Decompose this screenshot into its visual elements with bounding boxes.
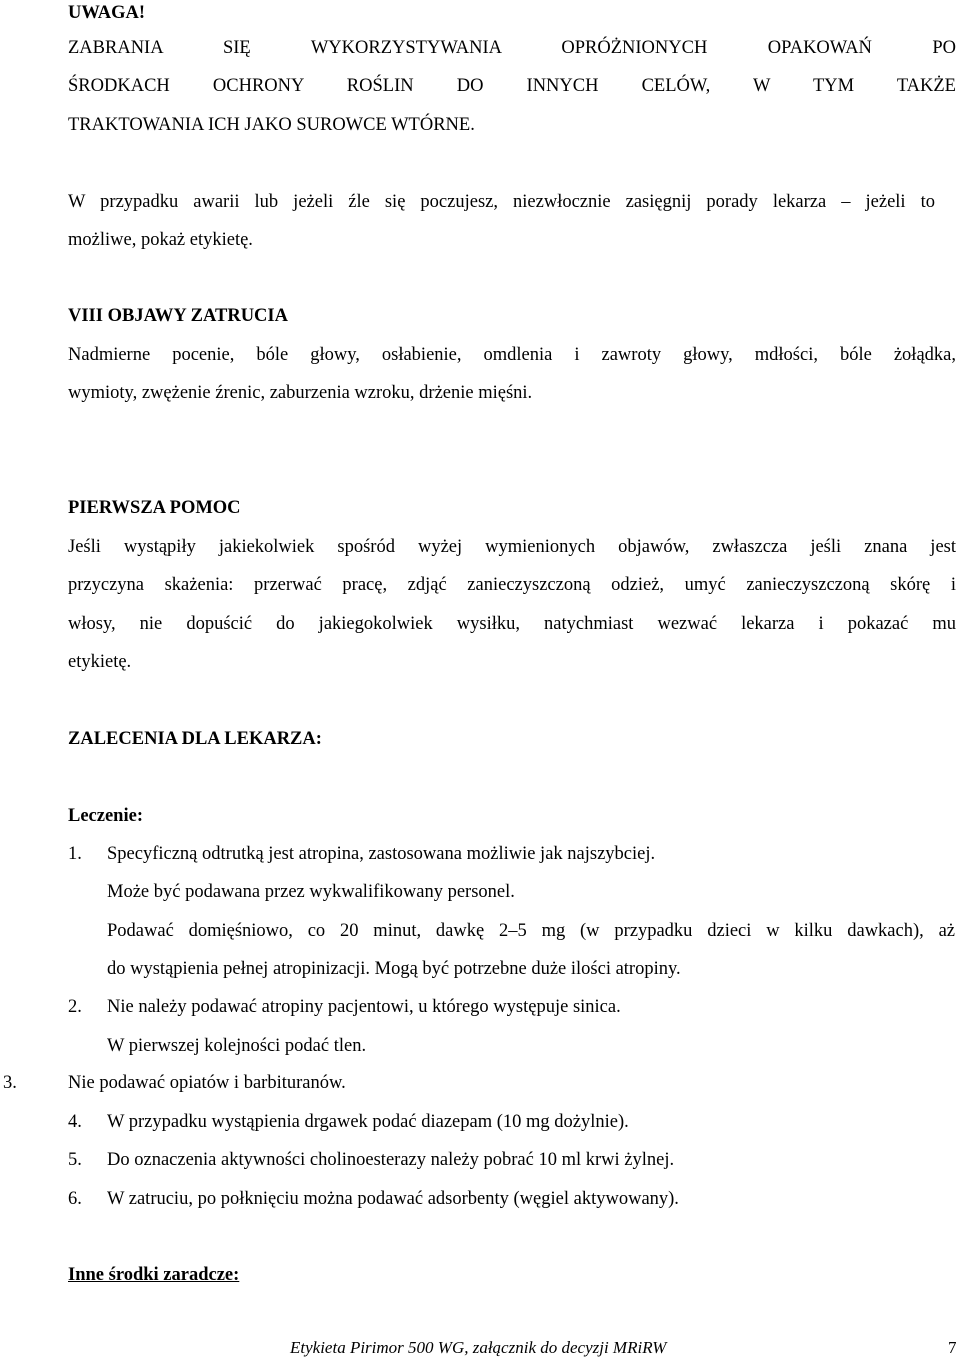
symptoms-heading: VIII OBJAWY ZATRUCIA bbox=[68, 306, 288, 326]
symptoms-line: Nadmierne pocenie, bóle głowy, osłabienie, omdlenia i zawroty głowy, mdłości, bóle żołądka, bbox=[68, 345, 956, 365]
item-line: Może być podawana przez wykwalifikowany personel. bbox=[107, 882, 515, 902]
symptoms-line: wymioty, zwężenie źrenic, zaburzenia wzroku, drżenie mięśni. bbox=[68, 383, 533, 403]
first-aid-line: Jeśli wystąpiły jakiekolwiek spośród wyżej wymienionych objawów, zwłaszcza jeśli znana jest bbox=[68, 537, 956, 557]
item-line: W zatruciu, po połknięciu można podawać adsorbenty (węgiel aktywowany). bbox=[107, 1189, 679, 1209]
item-number: 4. bbox=[68, 1112, 82, 1132]
first-aid-line: etykietę. bbox=[68, 652, 132, 672]
footer-text: Etykieta Pirimor 500 WG, załącznik do decyzji MRiRW bbox=[290, 1338, 667, 1357]
other-measures-heading: Inne środki zaradcze: bbox=[68, 1265, 240, 1285]
item-number: 6. bbox=[68, 1189, 82, 1209]
warning-line: TRAKTOWANIA ICH JAKO SUROWCE WTÓRNE. bbox=[68, 115, 475, 135]
warning-heading: UWAGA! bbox=[68, 3, 146, 23]
item-number: 3. bbox=[3, 1073, 17, 1093]
item-number: 1. bbox=[68, 844, 82, 864]
item-line: W przypadku wystąpienia drgawek podać diazepam (10 mg dożylnie). bbox=[107, 1112, 629, 1132]
item-line: Nie należy podawać atropiny pacjentowi, u którego występuje sinica. bbox=[107, 997, 621, 1017]
treatment-heading: Leczenie: bbox=[68, 806, 143, 826]
doctor-heading: ZALECENIA DLA LEKARZA: bbox=[68, 729, 322, 749]
warning-line: ZABRANIA SIĘ WYKORZYSTYWANIA OPRÓŻNIONYCH OPAKOWAŃ PO bbox=[68, 38, 956, 58]
item-line: do wystąpienia pełnej atropinizacji. Mogą być potrzebne duże ilości atropiny. bbox=[107, 959, 681, 979]
first-aid-line: przyczyna skażenia: przerwać pracę, zdjąć zanieczyszczoną odzież, umyć zanieczyszczoną skórę i bbox=[68, 575, 956, 595]
accident-line: W przypadku awarii lub jeżeli źle się poczujesz, niezwłocznie zasięgnij porady lekarza – jeżeli to bbox=[68, 192, 935, 212]
page-number: 7 bbox=[948, 1338, 957, 1357]
item-number: 2. bbox=[68, 997, 82, 1017]
first-aid-heading: PIERWSZA POMOC bbox=[68, 498, 241, 518]
item-line: Specyficzną odtrutką jest atropina, zastosowana możliwie jak najszybciej. bbox=[107, 844, 656, 864]
warning-line: ŚRODKACH OCHRONY ROŚLIN DO INNYCH CELÓW, W TYM TAKŻE bbox=[68, 76, 956, 96]
accident-line: możliwe, pokaż etykietę. bbox=[68, 230, 253, 250]
item-line: Nie podawać opiatów i barbituranów. bbox=[68, 1073, 346, 1093]
item-line: Podawać domięśniowo, co 20 minut, dawkę 2–5 mg (w przypadku dzieci w kilku dawkach), aż bbox=[107, 921, 955, 941]
item-line: Do oznaczenia aktywności cholinoesterazy należy pobrać 10 ml krwi żylnej. bbox=[107, 1150, 675, 1170]
item-number: 5. bbox=[68, 1150, 82, 1170]
item-line: W pierwszej kolejności podać tlen. bbox=[107, 1036, 367, 1056]
first-aid-line: włosy, nie dopuścić do jakiegokolwiek wysiłku, natychmiast wezwać lekarza i pokazać mu bbox=[68, 614, 956, 634]
